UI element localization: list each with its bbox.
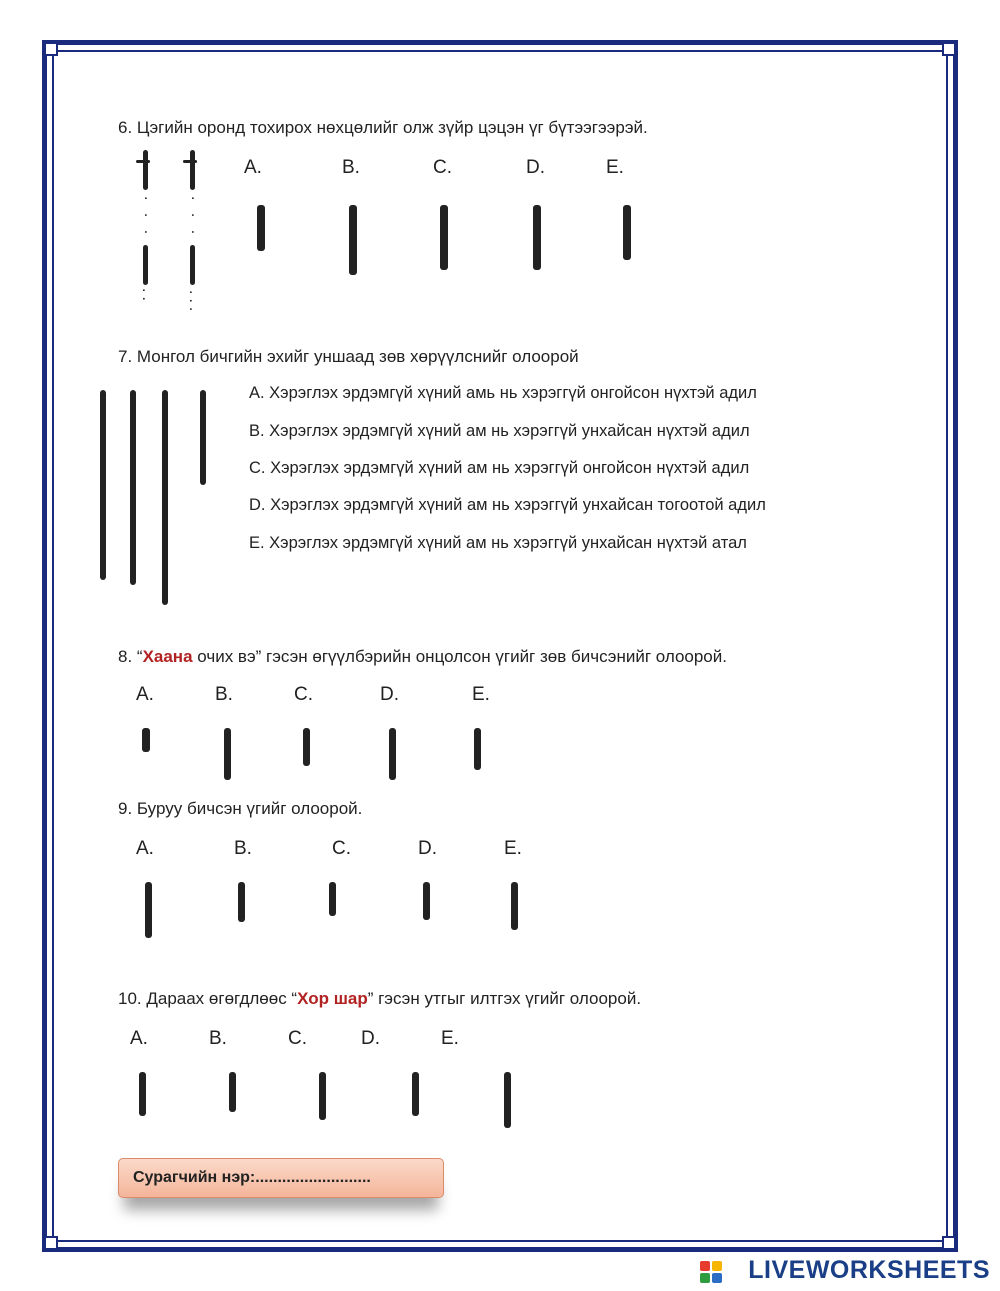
q10-option-c[interactable]: C. xyxy=(288,1028,307,1049)
q6-script-c xyxy=(440,205,448,270)
q8-option-a[interactable]: A. xyxy=(136,684,154,705)
q9-script-a xyxy=(145,882,152,938)
q6-option-d[interactable]: D. xyxy=(526,157,545,178)
mongolian-script-stroke xyxy=(130,390,136,585)
q10-script-c xyxy=(319,1072,326,1120)
q8-highlight-word: Хаана xyxy=(142,647,193,666)
q9-script-e xyxy=(511,882,518,930)
border-corner xyxy=(942,1236,956,1250)
q9-option-b[interactable]: B. xyxy=(234,838,252,859)
mongolian-script-stroke xyxy=(143,245,148,285)
q6-script-d xyxy=(533,205,541,270)
q9-option-c[interactable]: C. xyxy=(332,838,351,859)
q8-script-a xyxy=(142,728,150,752)
border-corner xyxy=(44,1236,58,1250)
blank-dots: . . . xyxy=(141,196,158,239)
liveworksheets-logo-icon xyxy=(700,1261,722,1283)
border-corner xyxy=(942,42,956,56)
mongolian-script-stroke xyxy=(183,160,197,163)
q8-option-c[interactable]: C. xyxy=(294,684,313,705)
question-10-text: 10. Дараах өгөгдлөөс “Хор шар” гэсэн утгыг илтгэх үгийг олоорой. xyxy=(118,989,642,1008)
q10-script-e xyxy=(504,1072,511,1128)
q6-script-a xyxy=(257,205,265,251)
q6-script-e xyxy=(623,205,631,260)
mongolian-script-stroke xyxy=(190,245,195,285)
student-name-label: Сурагчийн нэр:.......................... xyxy=(133,1169,371,1186)
q9-option-e[interactable]: E. xyxy=(504,838,522,859)
mongolian-script-stroke xyxy=(162,390,168,605)
q9-option-d[interactable]: D. xyxy=(418,838,437,859)
q10-script-d xyxy=(412,1072,419,1116)
q10-script-a xyxy=(139,1072,146,1116)
q6-script-b xyxy=(349,205,357,275)
q7-option-c[interactable]: C. Хэрэглэх эрдэмгүй хүний ам нь хэрэггүй онгойсон нүхтэй адил xyxy=(249,459,750,477)
q10-option-d[interactable]: D. xyxy=(361,1028,380,1049)
question-6-text: 6. Цэгийн оронд тохирох нөхцөлийг олж зүйр цэцэн үг бүтээгээрэй. xyxy=(118,118,648,137)
q6-option-a[interactable]: A. xyxy=(244,157,262,178)
q9-script-d xyxy=(423,882,430,920)
mongolian-script-stroke xyxy=(100,390,106,580)
q7-option-b[interactable]: B. Хэрэглэх эрдэмгүй хүний ам нь хэрэггүй унхайсан нүхтэй адил xyxy=(249,422,750,440)
q8-option-d[interactable]: D. xyxy=(380,684,399,705)
q8-option-e[interactable]: E. xyxy=(472,684,490,705)
q8-script-d xyxy=(389,728,396,780)
question-8-text: 8. “Хаана очих вэ” гэсэн өгүүлбэрийн онцолсон үгийг зөв бичсэнийг олоорой. xyxy=(118,647,727,666)
q9-script-c xyxy=(329,882,336,916)
border-corner xyxy=(44,42,58,56)
blank-dots: .. xyxy=(139,288,156,305)
q10-highlight-word: Хор шар xyxy=(297,989,368,1008)
q6-option-b[interactable]: B. xyxy=(342,157,360,178)
q6-option-c[interactable]: C. xyxy=(433,157,452,178)
q10-option-e[interactable]: E. xyxy=(441,1028,459,1049)
q7-option-a[interactable]: A. Хэрэглэх эрдэмгүй хүний амь нь хэрэггүй онгойсон нүхтэй адил xyxy=(249,384,757,402)
q9-script-b xyxy=(238,882,245,922)
q7-option-e[interactable]: E. Хэрэглэх эрдэмгүй хүний ам нь хэрэггүй унхайсан нүхтэй атал xyxy=(249,534,747,552)
q6-option-e[interactable]: E. xyxy=(606,157,624,178)
q9-option-a[interactable]: A. xyxy=(136,838,154,859)
mongolian-script-stroke xyxy=(143,150,148,190)
q10-option-b[interactable]: B. xyxy=(209,1028,227,1049)
mongolian-script-stroke xyxy=(200,390,206,485)
q10-script-b xyxy=(229,1072,236,1112)
student-name-box[interactable] xyxy=(118,1158,444,1198)
q8-script-e xyxy=(474,728,481,770)
mongolian-script-stroke xyxy=(190,150,195,190)
q10-option-a[interactable]: A. xyxy=(130,1028,148,1049)
blank-dots: . . . xyxy=(188,196,205,239)
q8-option-b[interactable]: B. xyxy=(215,684,233,705)
mongolian-script-stroke xyxy=(136,160,150,163)
q8-script-c xyxy=(303,728,310,766)
liveworksheets-logo[interactable]: LIVEWORKSHEETS xyxy=(748,1256,990,1284)
q7-option-d[interactable]: D. Хэрэглэх эрдэмгүй хүний ам нь хэрэггүй унхайсан тогоотой адил xyxy=(249,496,766,514)
blank-dots: ... xyxy=(186,290,203,316)
q8-script-b xyxy=(224,728,231,780)
question-9-text: 9. Буруу бичсэн үгийг олоорой. xyxy=(118,799,363,818)
question-7-text: 7. Монгол бичгийн эхийг уншаад зөв хөрүүлснийг олоорой xyxy=(118,347,579,366)
